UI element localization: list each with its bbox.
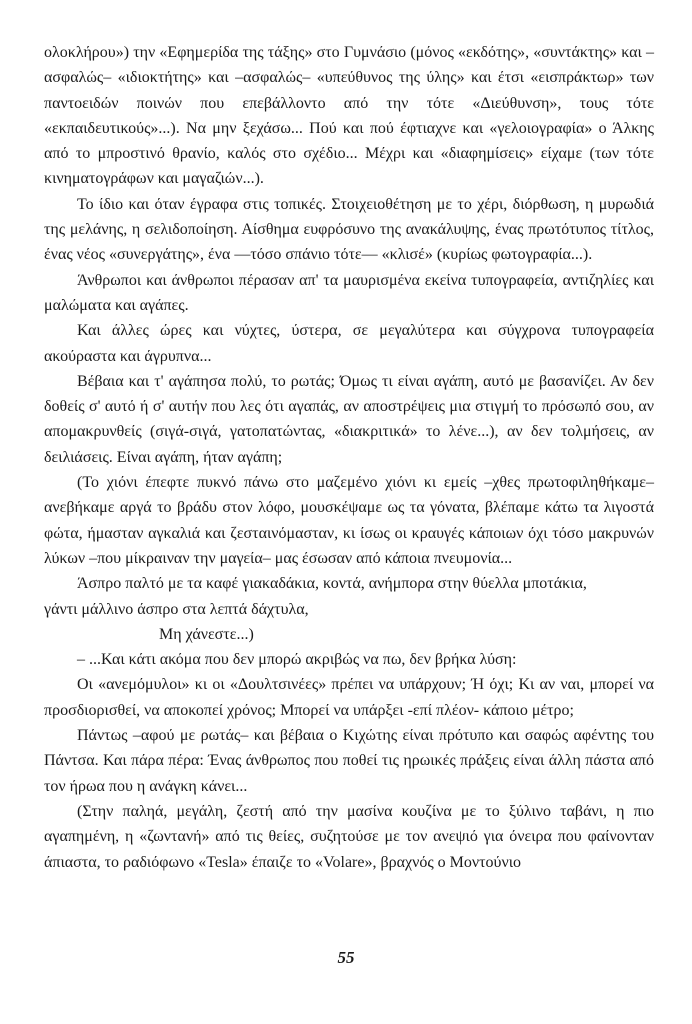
paragraph: Και άλλες ώρες και νύχτες, ύστερα, σε μεγαλύτερα και σύγχρονα τυπογραφεία ακούραστα και άγρυπνα... — [44, 322, 654, 365]
paragraph: – ...Και κάτι ακόμα που δεν μπορώ ακριβώς να πω, δεν βρήκα λύση: — [77, 651, 517, 669]
paragraph: Άνθρωποι και άνθρωποι πέρασαν απ' τα μαυρισμένα εκείνα τυπογραφεία, αντιζηλίες και μαλώματα και αγάπες. — [44, 271, 654, 314]
paragraph: ολοκλήρου») την «Εφημερίδα της τάξης» στο Γυμνάσιο (μόνος «εκδότης», «συντάκτης» και –ασφαλώς– «ιδιοκτήτης» και –ασφαλώς– «υπεύθυνος της ύλης» και έτσι «εισπράκτωρ» των παντοειδών ποινών που επεβάλλοντο από την τότε «Διεύθυνση», τους τότε «εκπαιδευτικούς»...). Να μην ξεχάσω... Πού και πού έφτιαχνε και «γελοιογραφία» ο Άλκης από το μπροστινό θρανίο, καλός στο σχέδιο... Μέχρι και «διαφημίσεις» είχαμε (των τότε κινηματογράφων και μαγαζιών...). — [44, 44, 654, 188]
body-text — [44, 40, 654, 875]
paragraph: Το ίδιο και όταν έγραφα στις τοπικές. Στοιχειοθέτηση με το χέρι, διόρθωση, η μυρωδιά της μελάνης, η σελιδοποίηση. Αίσθημα ευφρόσυνο της ανακάλυψης, ένας πρωτότυπος τίτλος, ένας νέος «συνεργάτης», ένα —τόσο σπάνιο τότε— «κλισέ» (κυρίως φωτογραφία...). — [44, 195, 654, 264]
paragraph: (Το χιόνι έπεφτε πυκνό πάνω στο μαζεμένο χιόνι κι εμείς –χθες πρωτοφιληθήκαμε– ανεβήκαμε αργά το βράδυ στον λόφο, μουσκέψαμε ως τα γόνατα, βλέπαμε κάτω τα λιγοστά φώτα, ήμασταν αγκαλιά και ζεσταινόμασταν, κι ίσως οι κραυγές κάποιων όχι τόσο μακρυνών λύκων –που μίκραιναν την μαγεία– μας έσωσαν από κάποια πνευμονία... — [44, 474, 654, 567]
paragraph: Μη χάνεστε...) — [159, 625, 254, 643]
page-number: 55 — [337, 948, 355, 967]
paragraph: Άσπρο παλτό με τα καφέ γιακαδάκια, κοντά, ανήμπορα στην θύελλα μποτάκια, γάντι μάλλινο άσπρο στα λεπτά δάχτυλα, — [44, 575, 587, 618]
paragraph: Βέβαια και τ' αγάπησα πολύ, το ρωτάς; Όμως τι είναι αγάπη, αυτό με βασανίζει. Αν δεν δοθείς σ' αυτό ή σ' αυτήν που λες ότι αγαπάς, αν αποστρέψεις μια στιγμή το πρόσωπό σου, αν απομακρυνθείς (σιγά-σιγά, γατοπατώντας, «διακριτικά» το λένε...), αν δεν τολμήσεις, αν δειλιάσεις. Είναι αγάπη, ήταν αγάπη; — [44, 372, 654, 466]
paragraph: Πάντως –αφού με ρωτάς– και βέβαια ο Κιχώτης είναι πρότυπο και σαφώς αφέντης του Πάντσα. Και πάρα πέρα: Ένας άνθρωπος που ποθεί τις ηρωικές πράξεις είναι άλλη πάστα από τον ήρωα που η ανάγκη κάνει... — [44, 727, 654, 795]
paragraph: (Στην παληά, μεγάλη, ζεστή από την μασίνα κουζίνα με το ξύλινο ταβάνι, η πιο αγαπημένη, η «ζωντανή» από τις θείες, συζητούσε με τον ανεψιό για όνειρα που φαίνονταν άπιαστα, το ραδιόφωνο «Tesla» έπαιζε το «Volare», βραχνός ο Μοντούνιο — [44, 802, 654, 871]
paragraph: Οι «ανεμόμυλοι» κι οι «Δουλτσινέες» πρέπει να υπάρχουν; Ή όχι; Κι αν ναι, μπορεί να προσδιορισθεί, να αποκοπεί χρόνος; Μπορεί να υπάρξει -επί πλέον- κάποιο μέτρο; — [44, 676, 654, 719]
